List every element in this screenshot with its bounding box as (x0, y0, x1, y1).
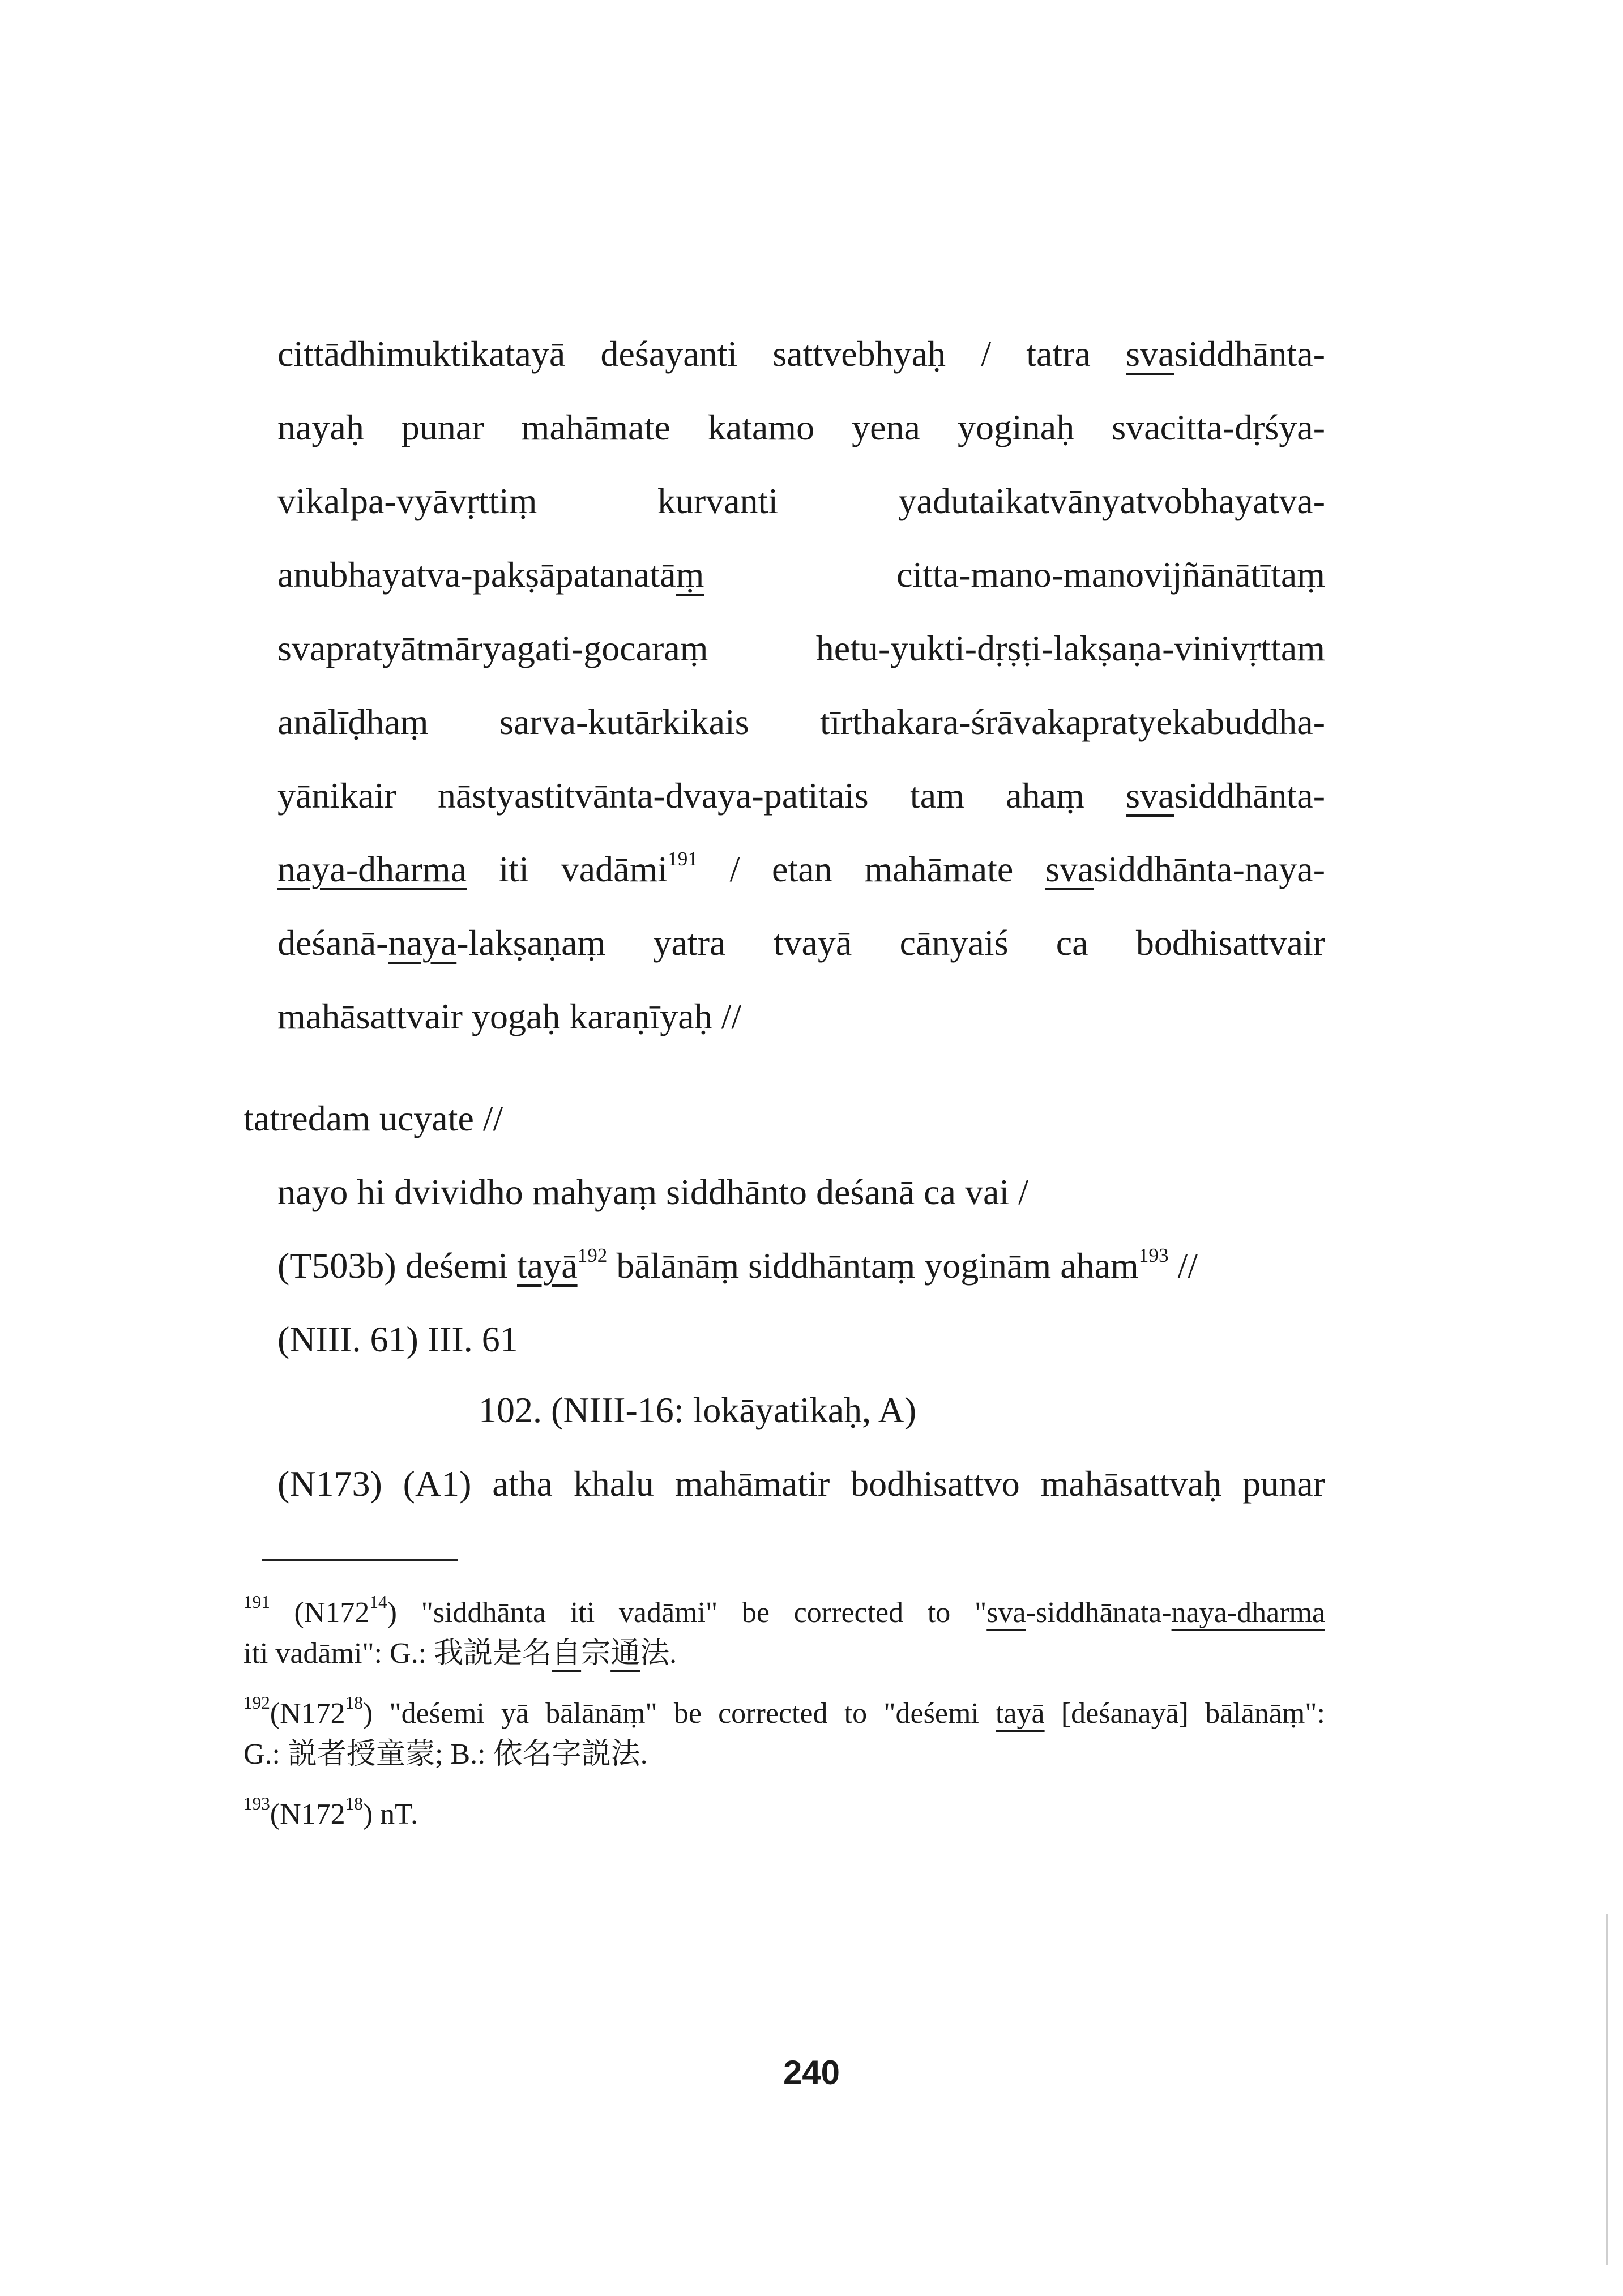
text-line-4: anubhayatva-pakṣāpatanatāṃ citta-mano-manovijñānātītaṃ (277, 554, 1325, 595)
scan-edge-mark (1606, 1914, 1608, 2265)
footnote-191: $^{191}$ $(N172^{14})$ "siddhānta iti vadāmi" be corrected to "sva-siddhānata-naya-dharma iti vadāmi": G.: 我説是名自宗通法. (244, 1592, 1325, 1670)
footnote-ref-193: 193 (1138, 1244, 1169, 1266)
text-line-8: naya-dharma iti vadāmi$^{191}$ / etan mahāmate svasiddhānta-naya- (277, 847, 1326, 889)
page-number: 240 (783, 2054, 840, 2092)
section-line-1: (N173) (A1) atha khalu mahāmatir bodhisattvo mahāsattvaḥ punar (277, 1463, 1325, 1504)
verse-reference: (NIII. 61) III. 61 (277, 1319, 518, 1359)
footnote-ref-191: 191 (668, 847, 698, 870)
verse-line-2: (T503b) deśemi tayā$^{192}$ bālānāṃ siddhāntaṃ yoginām aham$^{193}$ // (277, 1244, 1198, 1286)
footnote-ref-192: 192 (577, 1244, 608, 1266)
text-line-7: yānikair nāstyastitvānta-dvaya-patitais tam ahaṃ svasiddhānta- (277, 775, 1325, 816)
text-line-10: mahāsattvair yogaḥ karaṇīyaḥ // (277, 996, 742, 1036)
verse-line-1: nayo hi dvividho mahyaṃ siddhānto deśanā ca vai / (277, 1172, 1028, 1212)
text-line-1: cittādhimuktikatayā deśayanti sattvebhyaḥ / tatra svasiddhānta- (277, 334, 1325, 374)
text-line-2: nayaḥ punar mahāmate katamo yena yoginaḥ svacitta-dṛśya- (277, 407, 1325, 447)
text-line-3: vikalpa-vyāvṛttiṃ kurvanti yadutaikatvānyatvobhayatva- (277, 481, 1325, 521)
text-line-9: deśanā-naya-lakṣaṇaṃ yatra tvayā cānyaiś ca bodhisattvair (277, 923, 1325, 963)
footnote-193: $^{193}(N172^{18})$ nT. (244, 1794, 418, 1830)
footnote-192: $^{192}(N172^{18})$ "deśemi yā bālānāṃ" be corrected to "deśemi tayā [deśanayā] bālānāṃ": G.: 説者授童蒙; B.: 依名字説法. (244, 1693, 1325, 1770)
verse-intro: tatredam ucyate // (244, 1098, 503, 1138)
text-line-5: svapratyātmāryagati-gocaraṃ hetu-yukti-dṛṣṭi-lakṣaṇa-vinivṛttam (277, 628, 1325, 668)
text-line-6: anālīḍhaṃ sarva-kutārkikais tīrthakara-śrāvakapratyekabuddha- (277, 702, 1325, 742)
footnote-divider (262, 1559, 458, 1561)
section-heading: 102. (NIII-16: lokāyatikaḥ, A) (479, 1390, 917, 1430)
